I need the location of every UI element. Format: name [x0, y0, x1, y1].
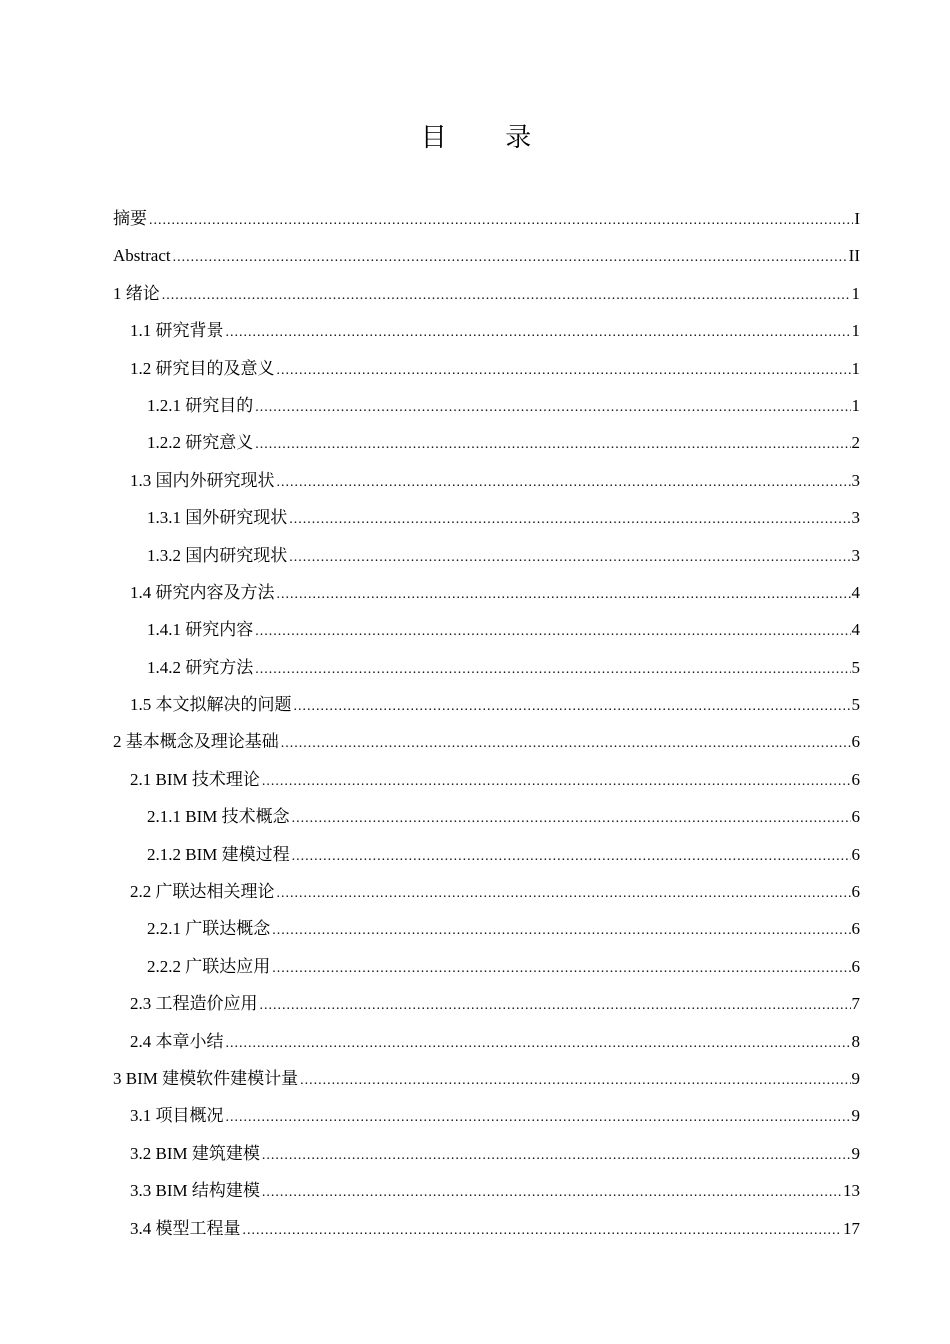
- toc-entry-label: 3.2 BIM 建筑建模: [130, 1143, 260, 1163]
- toc-entry-page-number: 6: [851, 807, 860, 827]
- toc-entry-label: 2.2 广联达相关理论: [130, 882, 275, 902]
- toc-entry-page-number: 4: [851, 582, 860, 602]
- toc-list: [113, 200, 860, 1247]
- toc-entry-page-number: 6: [851, 882, 860, 902]
- toc-entry-label: 1.3.2 国内研究现状: [147, 545, 288, 565]
- toc-dot-leader: [226, 1025, 851, 1062]
- toc-dot-leader: [272, 950, 850, 987]
- toc-entry-page-number: 13: [843, 1181, 860, 1201]
- toc-entry-label: 1.2.2 研究意义: [147, 433, 254, 453]
- toc-entry[interactable]: [113, 1210, 860, 1247]
- toc-entry-label: 1.3.1 国外研究现状: [147, 508, 288, 528]
- toc-entry[interactable]: [113, 910, 860, 947]
- toc-dot-leader: [277, 352, 851, 389]
- toc-entry-label: 2.1.2 BIM 建模过程: [147, 844, 290, 864]
- toc-entry-label: 2.1.1 BIM 技术概念: [147, 807, 290, 827]
- toc-entry-label: 1.4 研究内容及方法: [130, 582, 275, 602]
- toc-entry-page-number: 9: [851, 1143, 860, 1163]
- toc-entry-label: 1.4.2 研究方法: [147, 657, 254, 677]
- toc-dot-leader: [162, 277, 851, 314]
- toc-entry-label: 2.2.1 广联达概念: [147, 919, 271, 939]
- toc-entry[interactable]: [113, 499, 860, 536]
- toc-dot-leader: [289, 501, 850, 538]
- toc-entry[interactable]: [113, 686, 860, 723]
- toc-dot-leader: [255, 426, 850, 463]
- toc-entry[interactable]: [113, 237, 860, 274]
- toc-dot-leader: [294, 688, 851, 725]
- toc-dot-leader: [289, 539, 850, 576]
- toc-entry-page-number: II: [848, 246, 860, 266]
- toc-entry-label: 2.2.2 广联达应用: [147, 956, 271, 976]
- toc-entry-page-number: 17: [843, 1218, 860, 1238]
- toc-entry-label: 3.4 模型工程量: [130, 1218, 241, 1238]
- toc-entry[interactable]: [113, 836, 860, 873]
- toc-entry-label: 2.1 BIM 技术理论: [130, 769, 260, 789]
- toc-entry[interactable]: [113, 1023, 860, 1060]
- toc-dot-leader: [277, 464, 851, 501]
- toc-dot-leader: [277, 875, 851, 912]
- toc-entry-page-number: 9: [851, 1106, 860, 1126]
- toc-entry-page-number: 1: [851, 395, 860, 415]
- toc-entry-label: 1.4.1 研究内容: [147, 620, 254, 640]
- toc-entry-page-number: 5: [851, 695, 860, 715]
- toc-entry-page-number: 5: [851, 657, 860, 677]
- toc-entry[interactable]: [113, 723, 860, 760]
- toc-entry[interactable]: [113, 387, 860, 424]
- toc-dot-leader: [173, 239, 848, 276]
- toc-entry[interactable]: [113, 350, 860, 387]
- toc-entry[interactable]: [113, 873, 860, 910]
- toc-dot-leader: [255, 613, 850, 650]
- toc-entry-page-number: 6: [851, 919, 860, 939]
- toc-entry[interactable]: [113, 1135, 860, 1172]
- toc-dot-leader: [260, 987, 851, 1024]
- toc-entry[interactable]: [113, 761, 860, 798]
- toc-entry-page-number: I: [854, 209, 860, 228]
- toc-entry-label: 摘要: [113, 209, 147, 228]
- toc-entry-page-number: 9: [851, 1068, 860, 1088]
- toc-entry[interactable]: [113, 312, 860, 349]
- toc-entry[interactable]: [113, 462, 860, 499]
- toc-entry[interactable]: [113, 574, 860, 611]
- toc-entry-label: 1 绪论: [113, 283, 160, 303]
- toc-dot-leader: [277, 576, 851, 613]
- toc-entry-label: 2.3 工程造价应用: [130, 994, 258, 1014]
- toc-dot-leader: [300, 1062, 850, 1099]
- toc-dot-leader: [292, 838, 851, 875]
- toc-entry-page-number: 6: [851, 844, 860, 864]
- toc-dot-leader: [262, 1174, 842, 1211]
- toc-entry-page-number: 4: [851, 620, 860, 640]
- toc-entry[interactable]: [113, 798, 860, 835]
- toc-entry-page-number: 3: [851, 470, 860, 490]
- toc-entry[interactable]: [113, 537, 860, 574]
- toc-entry-label: 2 基本概念及理论基础: [113, 732, 279, 752]
- toc-dot-leader: [262, 763, 851, 800]
- toc-entry[interactable]: [113, 948, 860, 985]
- toc-entry[interactable]: [113, 200, 860, 237]
- toc-entry[interactable]: [113, 1060, 860, 1097]
- toc-entry-page-number: 8: [851, 1031, 860, 1051]
- toc-dot-leader: [226, 314, 851, 351]
- toc-entry[interactable]: [113, 275, 860, 312]
- toc-entry[interactable]: [113, 985, 860, 1022]
- toc-title: 目 录: [420, 123, 558, 152]
- toc-entry-page-number: 6: [851, 769, 860, 789]
- toc-dot-leader: [243, 1212, 843, 1249]
- toc-dot-leader: [255, 389, 850, 426]
- toc-dot-leader: [281, 725, 851, 762]
- toc-entry-label: 1.2 研究目的及意义: [130, 358, 275, 378]
- toc-entry-page-number: 7: [851, 994, 860, 1014]
- toc-entry-page-number: 6: [851, 956, 860, 976]
- toc-entry-label: 2.4 本章小结: [130, 1031, 224, 1051]
- toc-dot-leader: [255, 651, 850, 688]
- toc-entry-label: 1.3 国内外研究现状: [130, 470, 275, 490]
- toc-entry-page-number: 3: [851, 508, 860, 528]
- toc-dot-leader: [226, 1099, 851, 1136]
- toc-entry[interactable]: [113, 1097, 860, 1134]
- toc-entry-label: 3.1 项目概况: [130, 1106, 224, 1126]
- toc-entry-page-number: 3: [851, 545, 860, 565]
- toc-entry-page-number: 1: [851, 321, 860, 341]
- toc-dot-leader: [262, 1137, 851, 1174]
- toc-entry-label: 3.3 BIM 结构建模: [130, 1181, 260, 1201]
- toc-entry[interactable]: [113, 424, 860, 461]
- toc-entry[interactable]: [113, 611, 860, 648]
- toc-entry-page-number: 1: [851, 283, 860, 303]
- toc-entry-label: 1.2.1 研究目的: [147, 395, 254, 415]
- toc-entry-label: 3 BIM 建模软件建模计量: [113, 1068, 299, 1088]
- toc-dot-leader: [149, 202, 853, 239]
- toc-entry-page-number: 2: [851, 433, 860, 453]
- toc-entry-page-number: 6: [851, 732, 860, 752]
- toc-entry-page-number: 1: [851, 358, 860, 378]
- toc-dot-leader: [292, 800, 851, 837]
- toc-entry[interactable]: [113, 1172, 860, 1209]
- toc-entry[interactable]: [113, 649, 860, 686]
- toc-dot-leader: [272, 912, 850, 949]
- toc-entry-label: 1.5 本文拟解决的问题: [130, 695, 292, 715]
- toc-entry-label: Abstract: [113, 246, 171, 266]
- toc-entry-label: 1.1 研究背景: [130, 321, 224, 341]
